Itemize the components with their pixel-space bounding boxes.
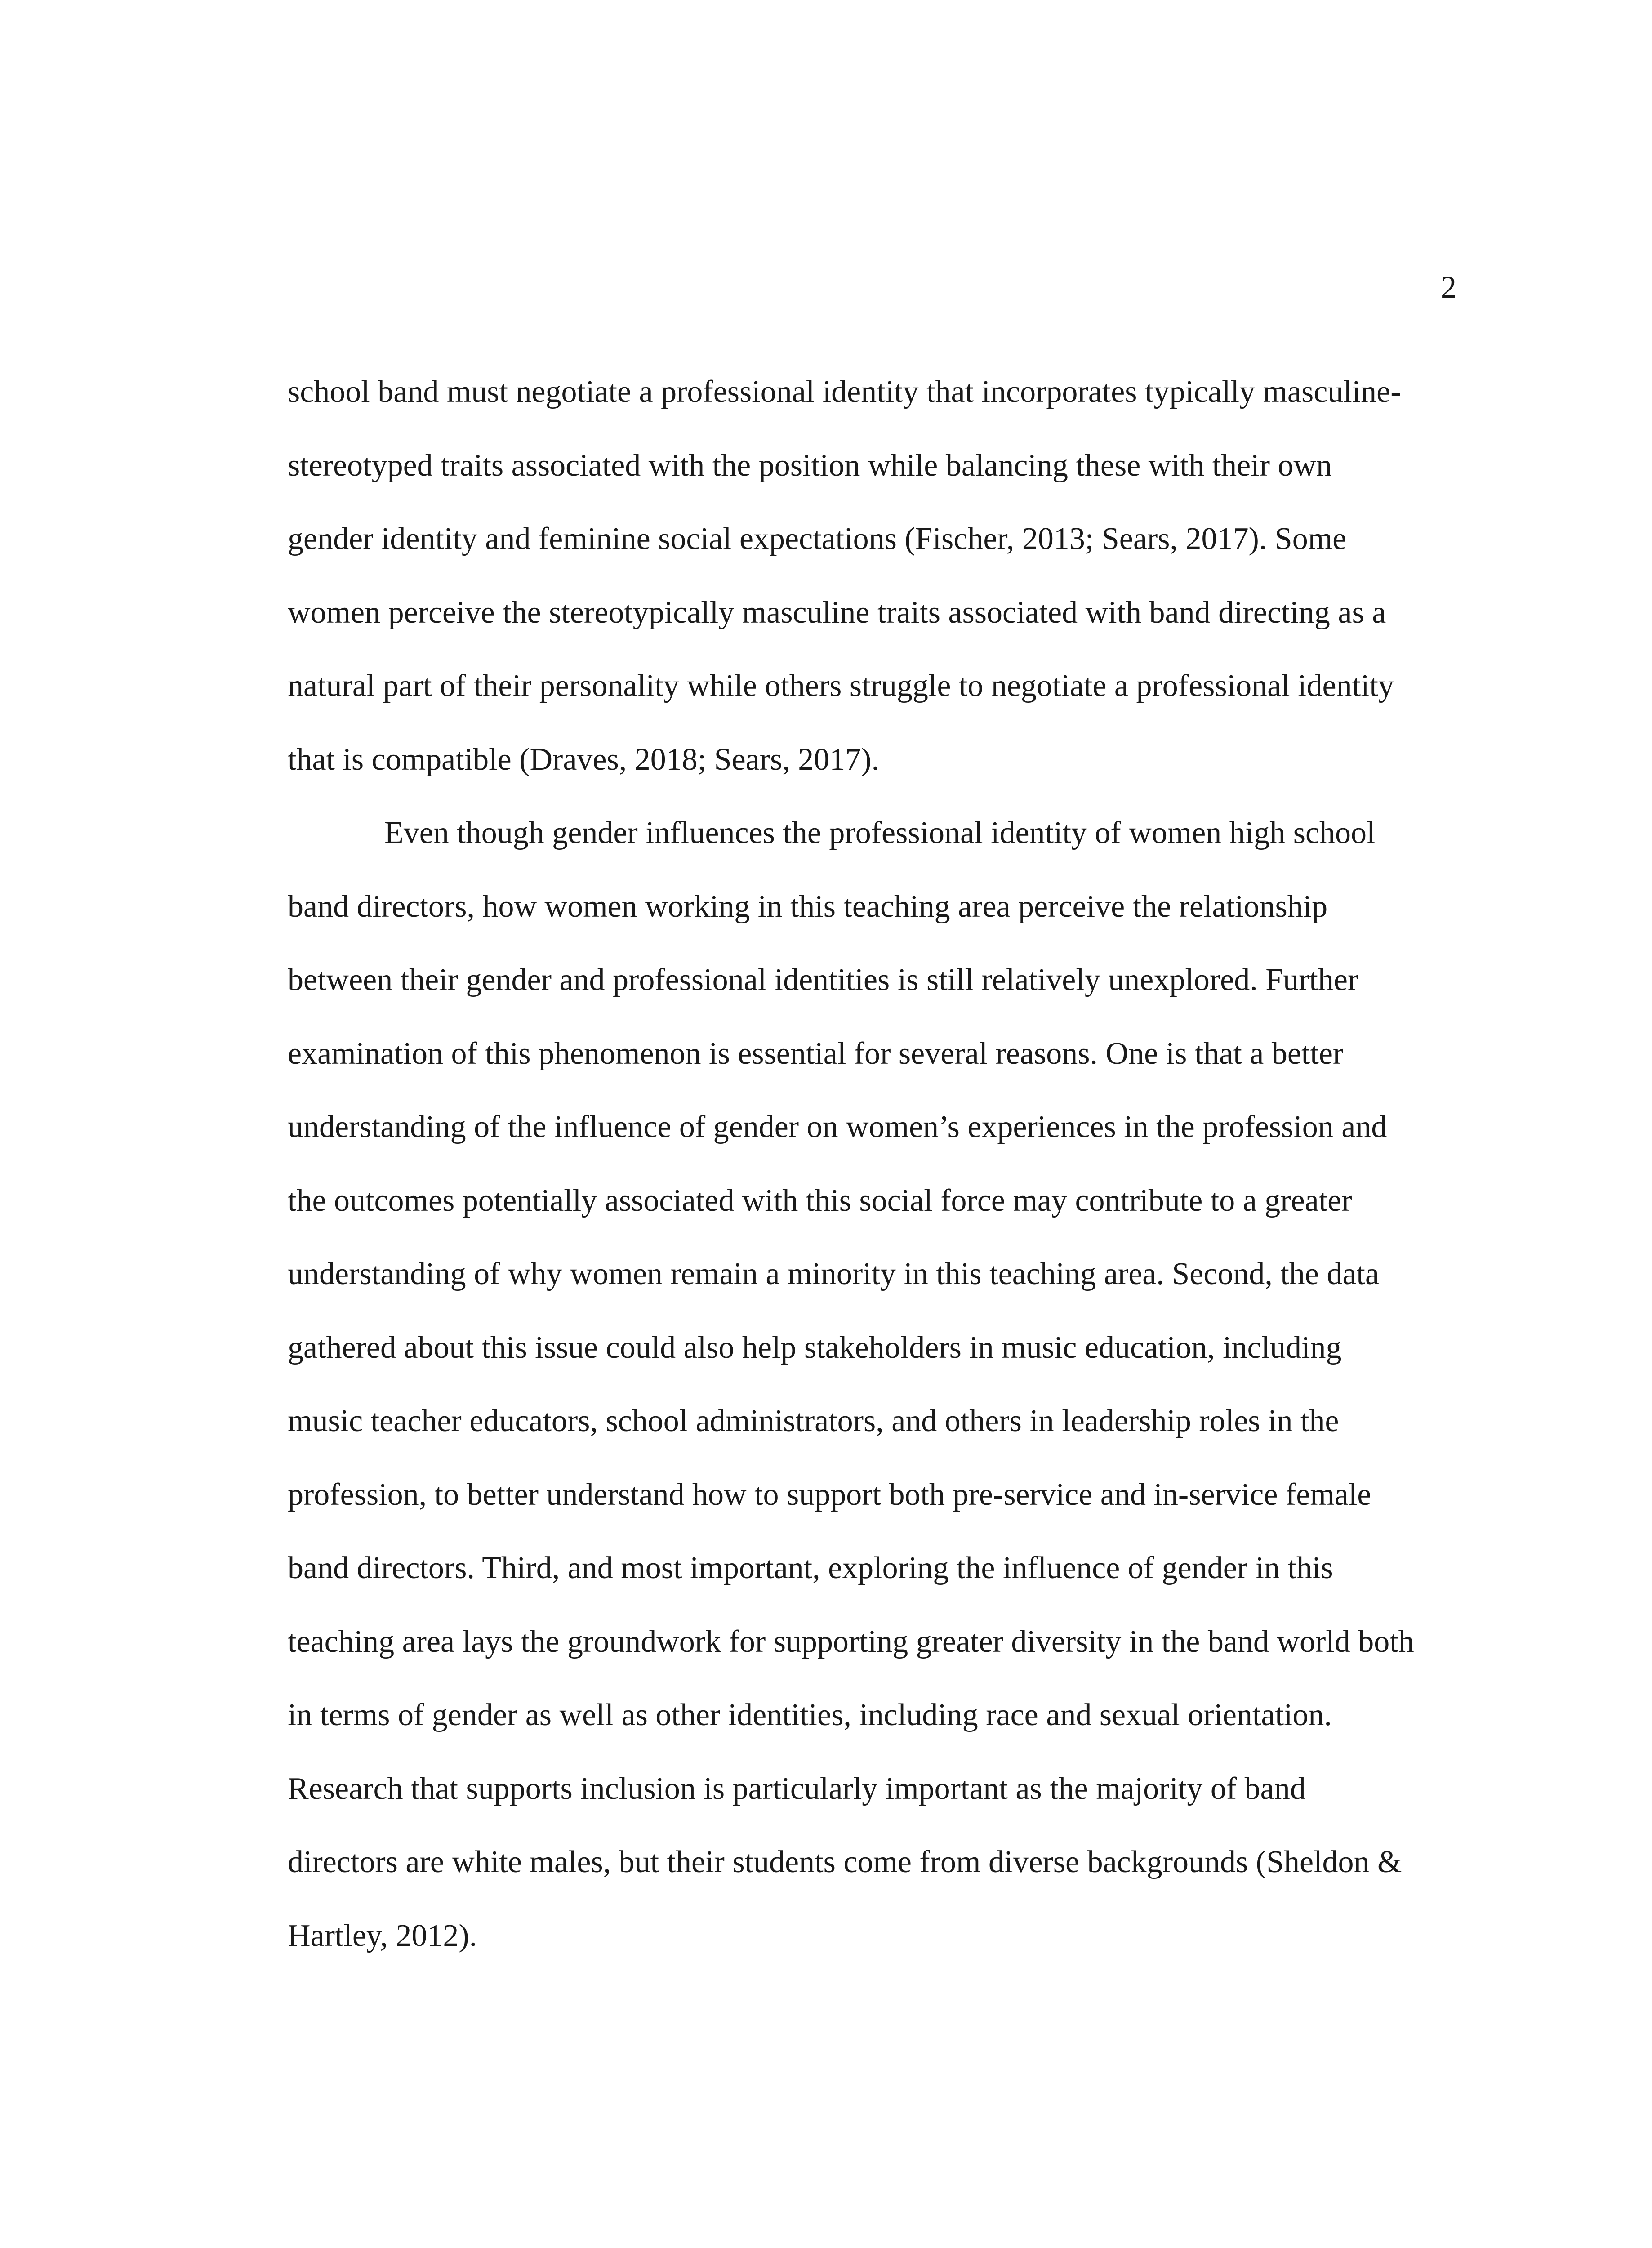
text-line: teaching area lays the groundwork for supporting greater diversity in the band world both [288, 1624, 1414, 1659]
text-line: gathered about this issue could also help stakeholders in music education, including [288, 1330, 1342, 1365]
text-line: school band must negotiate a professional identity that incorporates typically masculine- [288, 375, 1401, 409]
text-line: profession, to better understand how to support both pre-service and in-service female [288, 1477, 1371, 1512]
text-line: understanding of why women remain a minority in this teaching area. Second, the data [288, 1257, 1379, 1291]
text-line: band directors. Third, and most important, exploring the influence of gender in this [288, 1551, 1333, 1585]
text-line: examination of this phenomenon is essential for several reasons. One is that a better [288, 1036, 1344, 1071]
paragraph-1 [288, 355, 1456, 796]
text-line: music teacher educators, school administrators, and others in leadership roles in the [288, 1404, 1339, 1438]
paragraph-2 [288, 796, 1456, 1972]
page-number: 2 [1441, 270, 1456, 305]
text-line: gender identity and feminine social expectations (Fischer, 2013; Sears, 2017). Some [288, 522, 1347, 556]
text-line: directors are white males, but their students come from diverse backgrounds (Sheldon & [288, 1845, 1402, 1879]
text-line: band directors, how women working in this teaching area perceive the relationship [288, 889, 1328, 924]
text-line: that is compatible (Draves, 2018; Sears, 2017). [288, 742, 880, 777]
text-line: understanding of the influence of gender on women’s experiences in the profession and [288, 1110, 1387, 1144]
text-line: women perceive the stereotypically masculine traits associated with band directing as a [288, 595, 1386, 630]
text-line: the outcomes potentially associated with this social force may contribute to a greater [288, 1183, 1352, 1218]
text-line: stereotyped traits associated with the position while balancing these with their own [288, 448, 1332, 483]
text-line: Hartley, 2012). [288, 1918, 477, 1953]
text-line: Research that supports inclusion is particularly important as the majority of band [288, 1771, 1306, 1806]
text-line: natural part of their personality while others struggle to negotiate a professional identity [288, 669, 1394, 703]
body-text [288, 355, 1456, 1972]
text-line: Even though gender influences the professional identity of women high school [384, 816, 1376, 850]
text-line: between their gender and professional identities is still relatively unexplored. Further [288, 963, 1358, 997]
text-line: in terms of gender as well as other identities, including race and sexual orientation. [288, 1698, 1332, 1732]
